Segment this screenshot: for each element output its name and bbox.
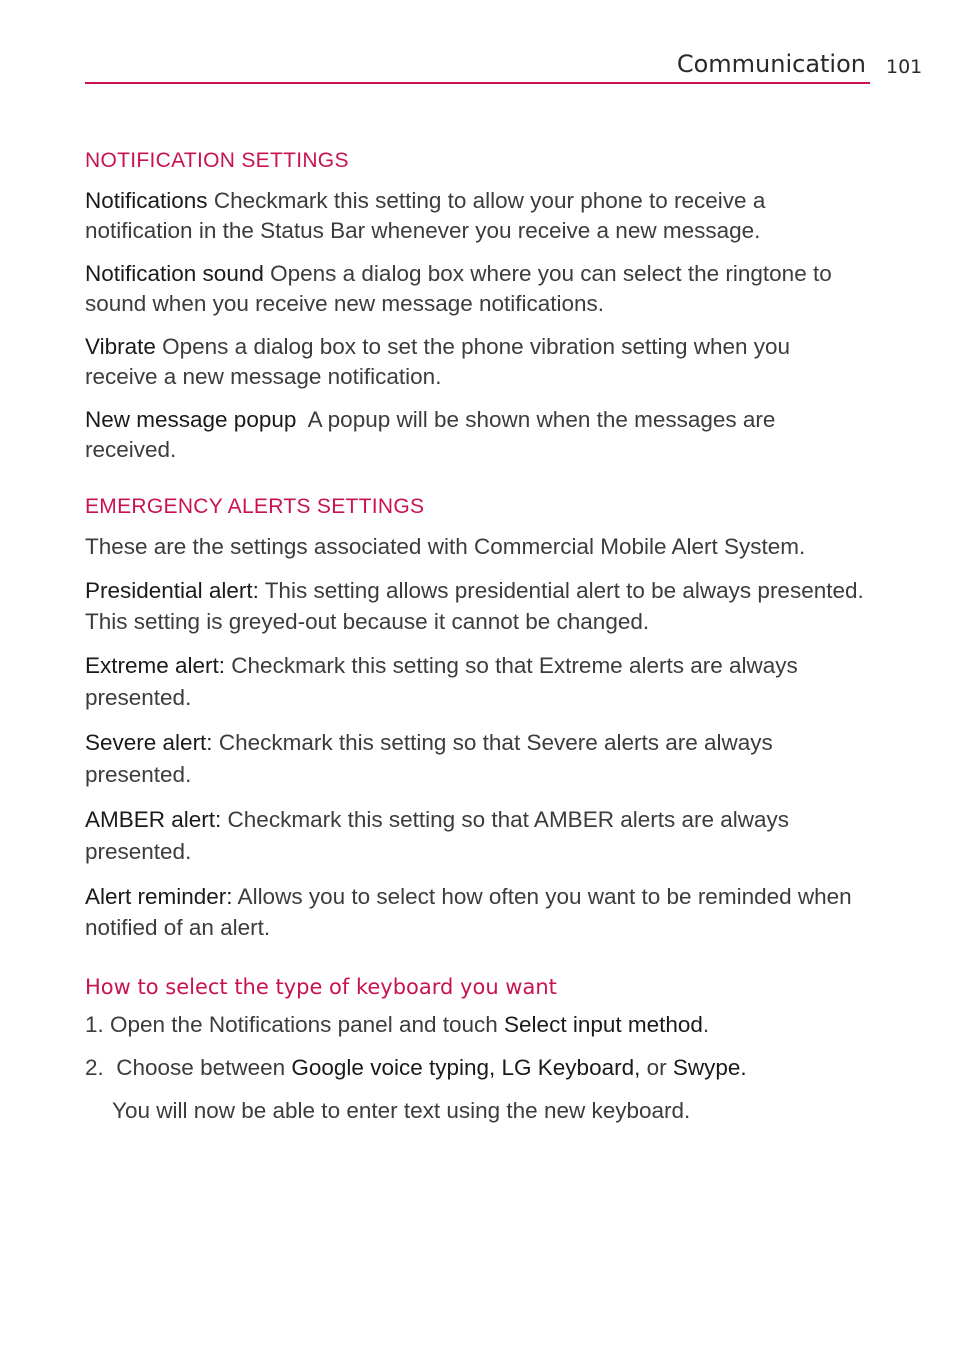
description: Opens a dialog box to set the phone vibration setting when you receive a new message notification. [85, 334, 791, 389]
term: AMBER alert: [85, 807, 222, 832]
amber-alert-item [85, 804, 865, 868]
emergency-intro: These are the settings associated with Commercial Mobile Alert System. [85, 534, 806, 559]
description: Allows you to select how often you want to be reminded when notified of an alert. [85, 884, 852, 940]
section-title: Communication [676, 50, 866, 78]
description: Checkmark this setting to allow your phone to receive a notification in the Status Bar whenever you receive a new message. [85, 188, 766, 243]
extreme-alert-item [85, 650, 865, 714]
emergency-alerts-heading: EMERGENCY ALERTS SETTINGS [85, 495, 425, 518]
notifications-item [85, 186, 865, 246]
term: Notifications [85, 188, 208, 213]
term: Vibrate [85, 334, 156, 359]
page-number: 101 [886, 56, 923, 78]
step-text: 1. Open the Notifications panel and touch [85, 1012, 505, 1037]
severe-alert-item [85, 727, 865, 791]
description: Checkmark this setting so that Severe alerts are always presented. [85, 730, 773, 787]
vibrate-item [85, 332, 865, 392]
select-input-method-label: Select input method [504, 1012, 703, 1037]
description: This setting allows presidential alert to be always presented. This setting is greyed-out because it cannot be changed. [85, 578, 864, 634]
page-content [85, 146, 865, 1126]
step-text: . [702, 1012, 710, 1037]
notification-settings-heading: NOTIFICATION SETTINGS [85, 149, 349, 172]
description: Opens a dialog box where you can select the ringtone to sound when you receive new message notifications. [85, 261, 832, 316]
term: Alert reminder: [85, 884, 233, 909]
step-1 [85, 1010, 865, 1040]
keyboard-heading: How to select the type of keyboard you want [85, 975, 557, 999]
alert-reminder-item [85, 881, 865, 943]
page-header [85, 50, 870, 84]
step-2 [85, 1053, 865, 1083]
term: Extreme alert: [85, 653, 226, 678]
description: A popup will be shown when the messages are received. [85, 407, 782, 462]
step-2-note: You will now be able to enter text using the new keyboard. [112, 1098, 691, 1123]
term: Notification sound [85, 261, 264, 286]
keyboard-options: Google voice typing, LG Keyboard, [291, 1055, 641, 1080]
step-text: 2. Choose between [85, 1055, 292, 1080]
presidential-alert-item [85, 575, 865, 637]
new-message-popup-item [85, 405, 865, 465]
swype-option: Swype. [672, 1055, 747, 1080]
step-text: or [640, 1055, 673, 1080]
description: Checkmark this setting so that Extreme alerts are always presented. [85, 653, 798, 710]
term: Severe alert: [85, 730, 213, 755]
notification-sound-item [85, 259, 865, 319]
term: New message popup [85, 407, 297, 432]
term: Presidential alert: [85, 578, 259, 603]
description: Checkmark this setting so that AMBER alerts are always presented. [85, 807, 790, 864]
